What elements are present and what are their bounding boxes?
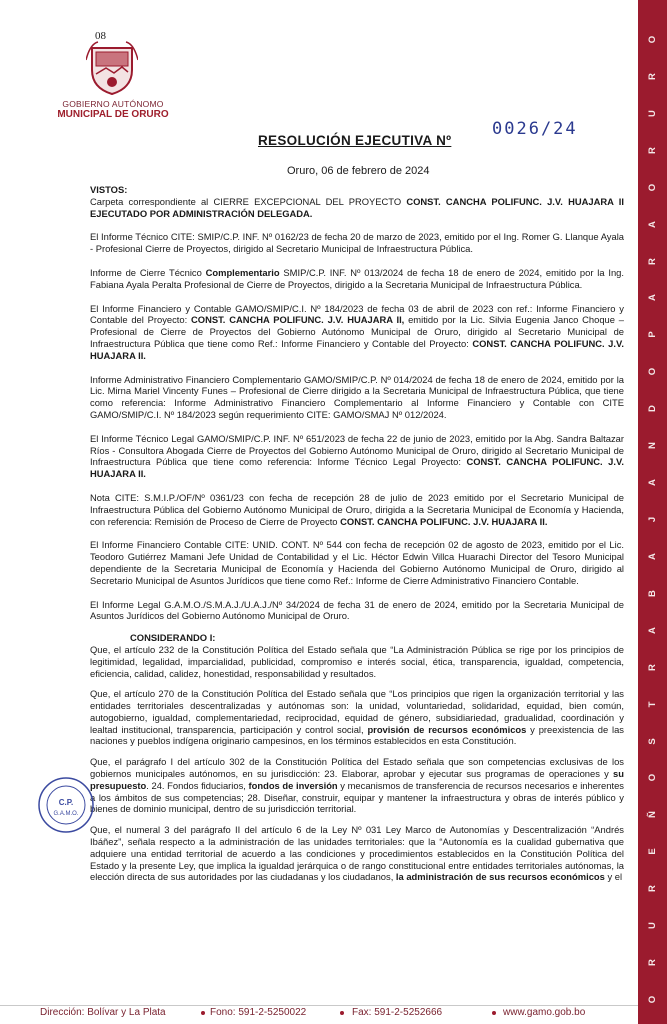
strip-letter: A bbox=[647, 294, 658, 302]
paragraph-3: Informe de Cierre Técnico Complementario SMIP/C.P. INF. Nº 013/2024 de fecha 18 de enero de 2024, emitido por la Ing. Fabiana Ayala Peralta Profesional de Cierre de Proyectos, dirigido a la Secretaria Municipal de Infraestructura Pública. bbox=[90, 266, 624, 290]
paragraph-2: El Informe Técnico CITE: SMIP/C.P. INF. Nº 0162/23 de fecha 20 de marzo de 2023, emitido por el Ing. Romer G. Llanque Ayala - Profesional Cierre de Proyectos, dirigido al Secretario Municipal de Infraestructura Pública. bbox=[90, 231, 624, 255]
footer-divider bbox=[0, 1005, 638, 1006]
municipal-crest-logo bbox=[86, 40, 138, 96]
footer-bullet bbox=[201, 1011, 205, 1015]
footer-address: Dirección: Bolívar y La Plata bbox=[40, 1007, 166, 1018]
strip-letter: R bbox=[647, 72, 658, 80]
footer-website: www.gamo.gob.bo bbox=[503, 1007, 586, 1018]
footer-phone: Fono: 591-2-5250022 bbox=[210, 1007, 307, 1018]
official-seal-stamp bbox=[36, 775, 96, 835]
paragraph-8: El Informe Financiero Contable CITE: UNID. CONT. Nº 544 con fecha de recepción 02 de agosto de 2023, emitido por el Lic. Teodoro Gutiérrez Mamani Jefe Unidad de Contabilidad y el Lic. Héctor Edwin Villca Huarachi Director del Tesoro Municipal dependiente de la Secretaria Municipal de Economía y Hacienda del Gobierno Autónomo Municipal de Oruro, dirigido al Secretario Municipal de Asuntos Jurídicos que tiene como Ref.: Informe de Cierre Administrativo Financiero Contable. bbox=[90, 539, 624, 586]
strip-letter: A bbox=[647, 220, 658, 228]
strip-letter: D bbox=[647, 405, 658, 413]
gov-name-line2: MUNICIPAL DE ORURO bbox=[57, 109, 169, 120]
strip-letter: R bbox=[647, 959, 658, 966]
vistos-heading: VISTOS: bbox=[90, 184, 128, 195]
strip-letter: A bbox=[647, 626, 658, 634]
strip-letter: R bbox=[647, 885, 658, 893]
strip-letter: O bbox=[647, 774, 658, 782]
strip-letter: Ñ bbox=[647, 811, 658, 819]
footer-bullet bbox=[492, 1011, 496, 1015]
strip-letter: E bbox=[647, 848, 658, 855]
paragraph-6: El Informe Técnico Legal GAMO/SMIP/C.P. INF. Nº 651/2023 de fecha 22 de junio de 2023, emitido por la Abg. Sandra Baltazar Ríos - Consultora Abogada Cierre de Proyectos del Gobierno Autónomo Municipal de Oruro, dirigido al Secretario Municipal de Infraestructura Pública que tiene como referencia: Informe Técnico Legal Proyecto: CONST. CANCHA POLIFUNC. J.V. HUAJARA II. bbox=[90, 432, 624, 480]
strip-letter: A bbox=[647, 552, 658, 560]
strip-letter: U bbox=[647, 109, 658, 117]
paragraph-11: Que, el artículo 270 de la Constitución Política del Estado señala que “Los principios que rigen la organización territorial y las entidades territoriales descentralizadas y autónomas son: la unidad, voluntariedad, solidaridad, equidad, bien común, autogobierno, igualdad, complementariedad, reciprocidad, equidad de género, subsidiariedad, gradualidad, coordinación y lealtad institucional, transparencia, participación y control social, provisión de recursos económicos y preexistencia de las naciones y pueblos indígena originario campesinos, en los términos establecidos en esta Constitución. bbox=[90, 688, 624, 747]
strip-letter: R bbox=[647, 257, 658, 265]
paragraph-5: Informe Administrativo Financiero Complementario GAMO/SMIP/C.P. Nº 014/2024 de fecha 18 de enero de 2024, emitido por la Lic. Mirna Mariel Vincenty Funes – Profesional de Cierre dirigido a la Secretaria Municipal de Infraestructura Pública, que tiene como referencia: Informe Administrativo Financiero Complementario al Informe Financiero y Contable con CITE GAMO/SMIP/C.I. Nº 184/2023 según requerimiento CITE: GAMO/SMAJ Nº 012/2024. bbox=[90, 373, 624, 420]
footer-bullet bbox=[340, 1011, 344, 1015]
strip-letter: R bbox=[647, 663, 658, 671]
strip-letter: A bbox=[647, 479, 658, 486]
seal-text-cp: C.P. bbox=[58, 798, 74, 807]
paragraph-9: El Informe Legal G.A.M.O./S.M.A.J./U.A.J./Nº 34/2024 de fecha 31 de enero de 2024, emitido por la Secretaria Municipal de Asuntos Jurídicos del Gobierno Autónomo Municipal de Oruro. bbox=[90, 598, 624, 622]
gov-name-line1: GOBIERNO AUTÓNOMO bbox=[62, 99, 164, 109]
paragraph-4: El Informe Financiero y Contable GAMO/SMIP/C.I. Nº 184/2023 de fecha 03 de abril de 2023 con ref.: Informe Financiero y Contable del Proyecto: CONST. CANCHA POLIFUNC. J.V. HUAJARA II, emitido por la Lic. Silvia Eugenia Janco Choque – Profesional de Cierre de Proyectos del Gobierno Autónomo Municipal de Oruro, dirigido al Secretario Municipal de Infraestructura Pública que tiene como Ref.: Informe Financiero y Contable del Proyecto: CONST. CANCHA POLIFUNC. J.V. HUAJARA II. bbox=[90, 302, 624, 361]
resolution-title: RESOLUCIÓN EJECUTIVA Nº bbox=[258, 133, 452, 148]
paragraph-1: Carpeta correspondiente al CIERRE EXCEPCIONAL DEL PROYECTO CONST. CANCHA POLIFUNC. J.V. HUAJARA II EJECUTADO POR ADMINISTRACIÓN DELEGADA. bbox=[90, 195, 624, 219]
strip-letter: O bbox=[647, 35, 658, 44]
paragraph-12: Que, el parágrafo I del artículo 302 de la Constitución Política del Estado señala que son competencias exclusivas de los gobiernos municipales autónomos, en su jurisdicción: 23. Elaborar, aprobar y ejecutar sus programas de operaciones y su presupuesto. 24. Fondos fiduciarios, fondos de inversión y mecanismos de transferencia de recursos necesarios e inherentes a los ámbitos de sus competencias; 28. Diseñar, construir, equipar y mantener la infraestructura y obras de interés público y bienes de dominio municipal, dentro de su jurisdicción territorial. bbox=[90, 756, 624, 815]
footer-fax: Fax: 591-2-5252666 bbox=[352, 1007, 443, 1018]
document-body bbox=[90, 184, 624, 883]
strip-letter: O bbox=[647, 995, 658, 1004]
strip-letter: N bbox=[647, 442, 658, 450]
seal-text-gamo: G.A.M.O. bbox=[53, 811, 79, 817]
page-stamp-number: 08 bbox=[95, 30, 106, 42]
considerando-heading: CONSIDERANDO I: bbox=[130, 632, 216, 644]
strip-letter: T bbox=[647, 701, 658, 708]
paragraph-13: Que, el numeral 3 del parágrafo II del artículo 6 de la Ley Nº 031 Ley Marco de Autonomías y Descentralización “Andrés Ibáñez”, señala respecto a la administración de las unidades territoriales: que la “Autonomía es la cualidad gubernativa que adquiere una entidad territorial de acuerdo a las condiciones y procedimientos establecidos en la Constitución Política del Estado y la presente Ley, que implica la igualdad jerárquica o de rango constitucional entre entidades territoriales autónomas, la elección directa de sus autoridades por las ciudadanas y los ciudadanos, la administración de sus recursos económicos y el bbox=[90, 824, 624, 883]
resolution-date: Oruro, 06 de febrero de 2024 bbox=[287, 165, 430, 177]
strip-letter: O bbox=[647, 368, 658, 376]
resolution-number: 0026/24 bbox=[492, 119, 578, 139]
paragraph-10: Que, el artículo 232 de la Constitución Política del Estado señala que “La Administración Pública se rige por los principios de legitimidad, legalidad, imparcialidad, publicidad, compromiso e interés social, ética, transparencia, igualdad, competencia, eficiencia, calidad, calidez, honestidad, responsabilidad y resultados. bbox=[90, 643, 624, 679]
strip-letter: B bbox=[647, 589, 658, 597]
strip-slogan bbox=[638, 0, 667, 1024]
strip-letter: J bbox=[647, 516, 658, 523]
strip-letter: R bbox=[647, 146, 658, 154]
strip-letter: P bbox=[647, 331, 658, 339]
strip-letter: U bbox=[647, 922, 658, 930]
strip-letter: O bbox=[647, 183, 658, 191]
paragraph-7: Nota CITE: S.M.I.P./OF/Nº 0361/23 con fecha de recepción 28 de julio de 2023 emitido por el Secretario Municipal de Infraestructura Pública del Gobierno Autónomo Municipal de Oruro, dirigida a la Secretaria Municipal de Economía y Hacienda, con referencia: Remisión de Proceso de Cierre de Proyecto CONST. CANCHA POLIFUNC. J.V. HUAJARA II. bbox=[90, 491, 624, 527]
strip-letter: S bbox=[647, 737, 658, 745]
